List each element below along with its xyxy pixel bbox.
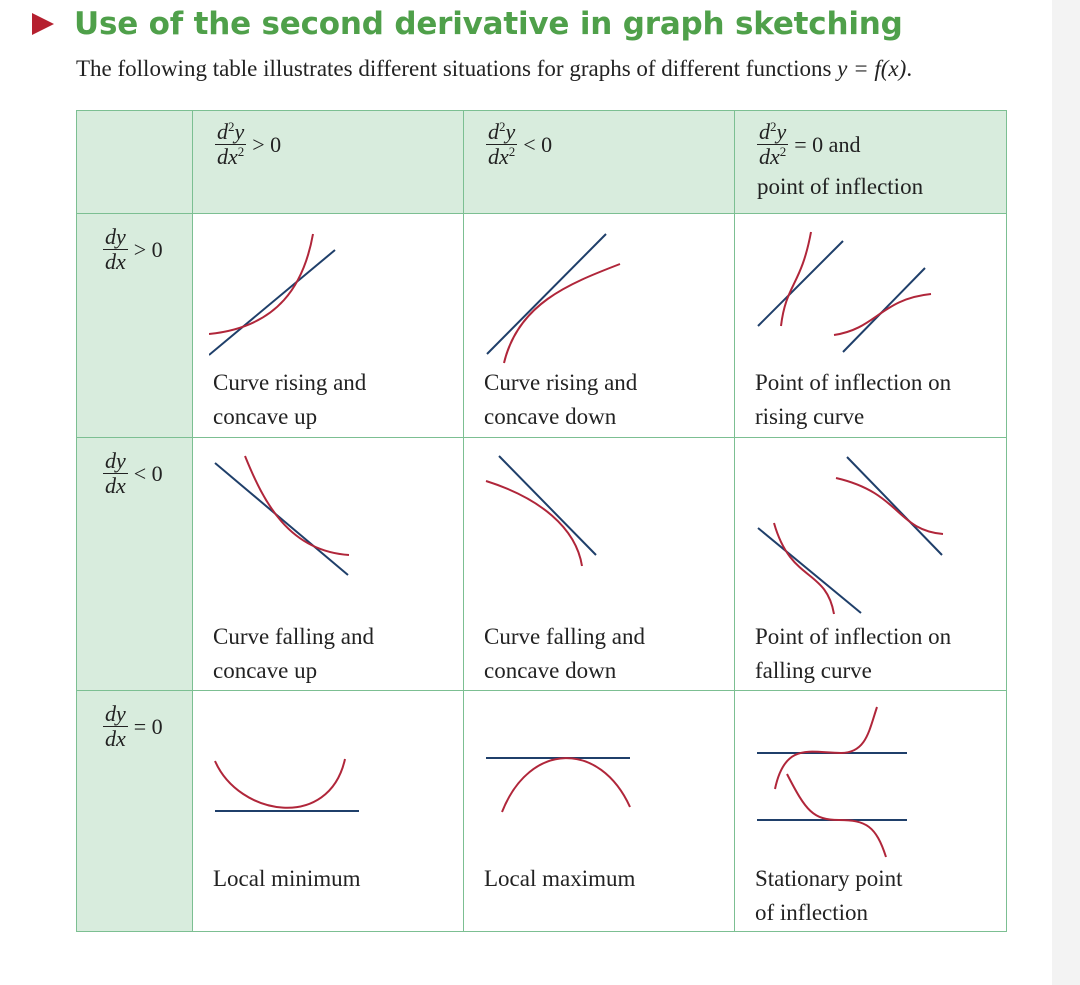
inflection-rising-figure: [751, 224, 991, 364]
row-header-stationary: [77, 691, 193, 932]
intro-function: y = f(x): [837, 56, 907, 81]
tangent-line: [847, 457, 942, 555]
tangent-line: [209, 250, 335, 355]
row-relation: < 0: [133, 460, 163, 486]
cell-local-maximum: [464, 691, 735, 932]
intro-paragraph: [76, 56, 912, 82]
row-relation: = 0: [133, 713, 163, 739]
curve: [245, 456, 349, 555]
second-derivative-fraction: $\frac{d^2y}{dx^2}$: [488, 119, 516, 169]
curve: [775, 707, 877, 789]
curve: [834, 294, 931, 335]
column-extra-label: point of inflection: [757, 174, 924, 199]
cell-caption: Curve rising and concave up: [213, 370, 367, 429]
cell-caption: Curve falling and concave down: [484, 624, 645, 683]
second-derivative-fraction: $\frac{d^2y}{dx^2}$: [759, 119, 787, 169]
rising-concave-up-figure: [209, 224, 449, 364]
triangle-bullet-icon: [32, 13, 54, 35]
section-title: Use of the second derivative in graph sketching: [74, 6, 903, 42]
column-relation: < 0: [523, 131, 553, 157]
cell-inflection-falling: [735, 438, 1007, 691]
falling-concave-up-figure: [209, 448, 449, 598]
curve: [836, 478, 943, 534]
column-header-inflection: [735, 111, 1007, 214]
cell-inflection-rising: [735, 214, 1007, 438]
first-derivative-fraction: $\frac{dy}{dx}$: [105, 448, 126, 498]
inflection-falling-figure: [751, 448, 991, 618]
local-maximum-figure: [480, 701, 720, 851]
cell-caption: Curve falling and concave up: [213, 624, 374, 683]
falling-concave-down-figure: [480, 448, 720, 598]
curve: [774, 523, 834, 614]
tangent-line: [499, 456, 596, 555]
cell-caption: Local maximum: [484, 866, 636, 891]
curve: [215, 759, 345, 808]
curve: [209, 234, 313, 334]
rising-concave-down-figure: [480, 224, 720, 364]
cell-caption: Curve rising and concave down: [484, 370, 638, 429]
cell-local-minimum: [193, 691, 464, 932]
cell-caption: Local minimum: [213, 866, 361, 891]
intro-period: .: [906, 56, 913, 81]
row-header-falling: [77, 438, 193, 691]
cell-falling-concave-up: [193, 438, 464, 691]
cell-caption: Point of inflection on falling curve: [755, 624, 952, 683]
second-derivative-fraction: $\frac{d^2y}{dx^2}$: [217, 119, 245, 169]
page-margin-strip: [1052, 0, 1080, 985]
intro-text: The following table illustrates different situations for graphs of different functions: [76, 56, 838, 81]
cell-falling-concave-down: [464, 438, 735, 691]
cell-stationary-inflection: [735, 691, 1007, 932]
tangent-line: [758, 528, 861, 613]
tangent-line: [758, 241, 843, 326]
column-header-concave-up: [193, 111, 464, 214]
row-relation: > 0: [133, 236, 163, 262]
tangent-line: [215, 463, 348, 575]
cell-caption: Stationary point of inflection: [755, 866, 903, 925]
cell-rising-concave-up: [193, 214, 464, 438]
cell-rising-concave-down: [464, 214, 735, 438]
second-derivative-table: [76, 110, 1007, 932]
stationary-inflection-figure: [751, 701, 991, 861]
local-minimum-figure: [209, 701, 449, 851]
cell-caption: Point of inflection on rising curve: [755, 370, 952, 429]
column-relation: = 0 and: [794, 131, 861, 157]
curve: [787, 774, 886, 857]
corner-cell: [77, 111, 193, 214]
first-derivative-fraction: $\frac{dy}{dx}$: [105, 224, 126, 274]
tangent-line: [487, 234, 606, 354]
curve: [781, 232, 811, 326]
curve: [486, 481, 582, 566]
first-derivative-fraction: $\frac{dy}{dx}$: [105, 701, 126, 751]
curve: [502, 758, 630, 812]
row-header-rising: [77, 214, 193, 438]
section-heading: [32, 2, 903, 46]
column-relation: > 0: [252, 131, 282, 157]
column-header-concave-down: [464, 111, 735, 214]
